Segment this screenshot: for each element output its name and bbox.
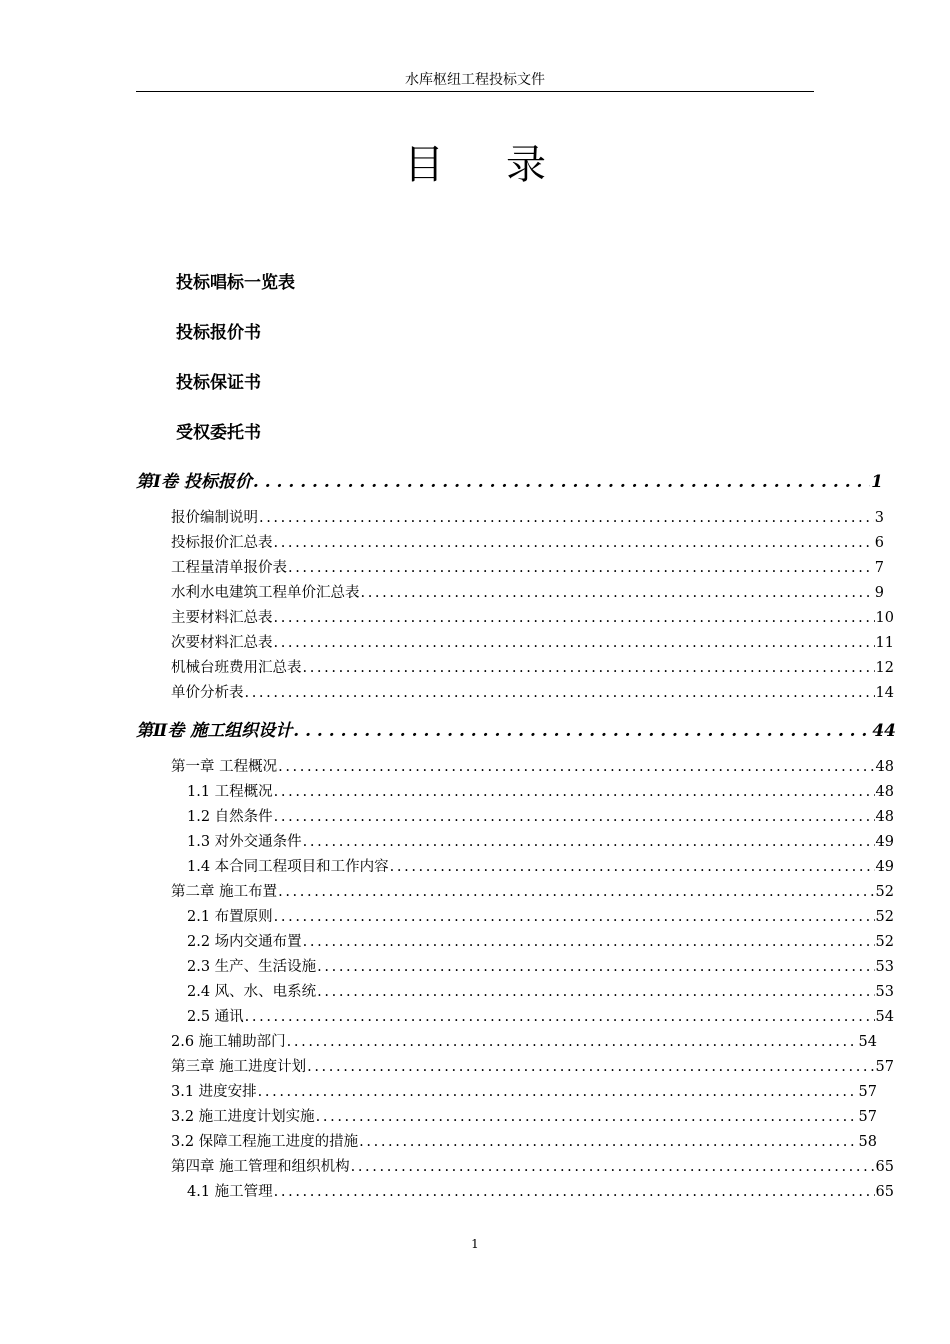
toc-page-number: 49	[875, 859, 894, 875]
dot-leader	[303, 659, 875, 678]
toc-entry-label: 2.1 布置原则	[187, 909, 273, 925]
toc-entry[interactable]	[171, 1083, 877, 1102]
toc-page-number: 57	[858, 1084, 877, 1100]
dot-leader	[274, 1183, 875, 1202]
dot-leader	[274, 634, 875, 653]
toc-entry-label: 第三章 施工进度计划	[171, 1059, 307, 1075]
toc-entry[interactable]	[171, 1133, 877, 1152]
toc-entry-label: 单价分析表	[171, 685, 244, 701]
toc-page-number: 48	[875, 759, 894, 775]
toc-entry[interactable]	[171, 634, 894, 653]
toc-entry[interactable]	[171, 758, 894, 777]
toc-entry[interactable]	[171, 1058, 894, 1077]
toc-page-number: 65	[875, 1159, 894, 1175]
toc-entry-label: 2.6 施工辅助部门	[171, 1034, 286, 1050]
toc-page-number: 49	[875, 834, 894, 850]
dot-leader	[303, 933, 875, 952]
dot-leader	[361, 584, 874, 603]
toc-entry[interactable]	[187, 908, 894, 927]
toc-page-number: 48	[875, 784, 894, 800]
toc-entry[interactable]	[171, 584, 884, 603]
toc-item-bid-bond[interactable]: 投标保证书	[176, 373, 261, 393]
toc-volume-2[interactable]	[136, 720, 896, 742]
toc-entry[interactable]	[171, 609, 894, 628]
toc-item-bid-opening-list[interactable]: 投标唱标一览表	[176, 273, 295, 293]
toc-entry-label: 工程量清单报价表	[171, 560, 287, 576]
toc-page-number: 53	[875, 984, 894, 1000]
toc-entry[interactable]	[171, 559, 884, 578]
toc-page-number: 57	[858, 1109, 877, 1125]
toc-entry-label: 水利水电建筑工程单价汇总表	[171, 585, 360, 601]
toc-entry-label: 第二章 施工布置	[171, 884, 278, 900]
toc-entry-label: 4.1 施工管理	[187, 1184, 273, 1200]
toc-entry[interactable]	[187, 958, 894, 977]
toc-entry-label: 机械台班费用汇总表	[171, 660, 302, 676]
toc-page-number: 54	[858, 1034, 877, 1050]
toc-entry-label: 1.2 自然条件	[187, 809, 273, 825]
toc-entry[interactable]	[171, 1158, 894, 1177]
header-rule	[136, 91, 814, 92]
toc-page-number: 12	[875, 660, 894, 676]
dot-leader	[258, 1083, 858, 1102]
dot-leader	[317, 958, 874, 977]
toc-entry[interactable]	[187, 783, 894, 802]
toc-entry[interactable]	[171, 509, 884, 528]
dot-leader	[288, 559, 874, 578]
dot-leader	[293, 720, 871, 742]
toc-item-power-of-attorney[interactable]: 受权委托书	[176, 423, 261, 443]
dot-leader	[351, 1158, 875, 1177]
dot-leader	[274, 783, 875, 802]
toc-page-number: 52	[875, 884, 894, 900]
toc-entry[interactable]	[187, 858, 894, 877]
toc-volume-label: 第Ⅱ卷 施工组织设计	[136, 721, 293, 741]
toc-entry-label: 2.3 生产、生活设施	[187, 959, 317, 975]
dot-leader	[259, 509, 874, 528]
toc-entry[interactable]	[171, 883, 894, 902]
dot-leader	[316, 1108, 858, 1127]
page-title: 目录	[404, 142, 608, 188]
dot-leader	[278, 883, 874, 902]
dot-leader	[317, 983, 874, 1002]
toc-entry[interactable]	[187, 983, 894, 1002]
dot-leader	[253, 471, 870, 493]
dot-leader	[307, 1058, 874, 1077]
toc-entry-label: 第四章 施工管理和组织机构	[171, 1159, 350, 1175]
toc-page-number: 54	[875, 1009, 894, 1025]
page-number: 1	[471, 1237, 479, 1251]
toc-page-number: 57	[875, 1059, 894, 1075]
toc-entry-label: 第一章 工程概况	[171, 759, 278, 775]
toc-page-number: 1	[871, 472, 883, 492]
toc-entry-label: 1.1 工程概况	[187, 784, 273, 800]
toc-entry[interactable]	[171, 1108, 877, 1127]
dot-leader	[274, 908, 875, 927]
toc-page-number: 14	[875, 685, 894, 701]
toc-entry[interactable]	[187, 833, 894, 852]
toc-page-number: 7	[874, 560, 884, 576]
toc-page-number: 10	[875, 610, 894, 626]
toc-entry[interactable]	[171, 684, 894, 703]
dot-leader	[274, 534, 874, 553]
toc-entry[interactable]	[187, 1008, 894, 1027]
dot-leader	[359, 1133, 857, 1152]
toc-entry-label: 投标报价汇总表	[171, 535, 273, 551]
dot-leader	[274, 808, 875, 827]
dot-leader	[278, 758, 874, 777]
toc-entry-label: 3.1 进度安排	[171, 1084, 257, 1100]
toc-page-number: 58	[858, 1134, 877, 1150]
toc-entry[interactable]	[171, 534, 884, 553]
toc-volume-1[interactable]	[136, 471, 883, 493]
toc-page-number: 6	[874, 535, 884, 551]
toc-entry-label: 2.4 风、水、电系统	[187, 984, 317, 1000]
toc-page-number: 48	[875, 809, 894, 825]
toc-page-number: 65	[875, 1184, 894, 1200]
toc-page-number: 11	[875, 635, 894, 651]
running-header: 水库枢纽工程投标文件	[405, 72, 545, 88]
toc-entry[interactable]	[171, 659, 894, 678]
toc-page-number: 52	[875, 909, 894, 925]
toc-entry[interactable]	[187, 1183, 894, 1202]
toc-entry-label: 2.2 场内交通布置	[187, 934, 302, 950]
dot-leader	[287, 1033, 858, 1052]
dot-leader	[274, 609, 875, 628]
toc-entry[interactable]	[187, 808, 894, 827]
toc-item-bid-price-letter[interactable]: 投标报价书	[176, 323, 261, 343]
toc-volume-label: 第Ⅰ卷 投标报价	[136, 472, 252, 492]
toc-entry-label: 报价编制说明	[171, 510, 258, 526]
dot-leader	[390, 858, 875, 877]
dot-leader	[245, 684, 875, 703]
toc-entry-label: 3.2 保障工程施工进度的措施	[171, 1134, 359, 1150]
toc-page-number: 52	[875, 934, 894, 950]
toc-entry[interactable]	[171, 1033, 877, 1052]
dot-leader	[245, 1008, 875, 1027]
toc-entry-label: 主要材料汇总表	[171, 610, 273, 626]
toc-entry[interactable]	[187, 933, 894, 952]
toc-entry-label: 3.2 施工进度计划实施	[171, 1109, 315, 1125]
toc-entry-label: 1.3 对外交通条件	[187, 834, 302, 850]
toc-entry-label: 2.5 通讯	[187, 1009, 244, 1025]
toc-page-number: 44	[872, 721, 896, 741]
toc-entry-label: 1.4 本合同工程项目和工作内容	[187, 859, 389, 875]
toc-page-number: 3	[874, 510, 884, 526]
toc-page-number: 53	[875, 959, 894, 975]
toc-entry-label: 次要材料汇总表	[171, 635, 273, 651]
toc-page-number: 9	[874, 585, 884, 601]
dot-leader	[303, 833, 875, 852]
